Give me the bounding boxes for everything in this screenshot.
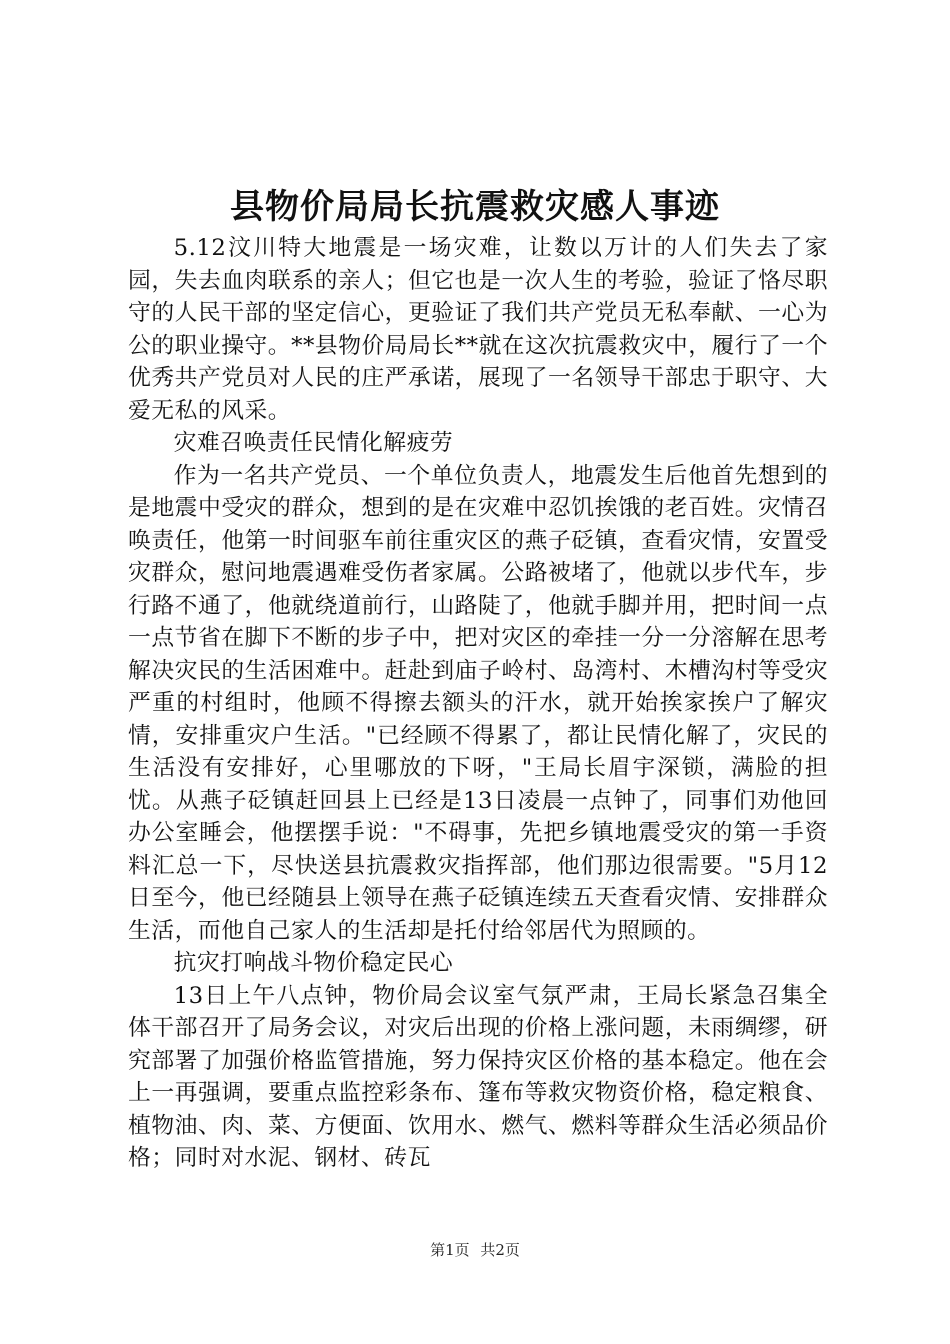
page-total: 共2页 xyxy=(480,1241,520,1259)
page-footer xyxy=(0,1240,950,1260)
document-title: 县物价局局长抗震救灾感人事迹 xyxy=(230,187,720,227)
paragraph-intro: 5.12汶川特大地震是一场灾难，让数以万计的人们失去了家园，失去血肉联系的亲人；但它也是一次人生的考验，验证了恪尽职守的人民干部的坚定信心，更验证了我们共产党员无私奉献、一心为公的职业操守。**县物价局局长**就在这次抗震救灾中，履行了一个优秀共产党员对人民的庄严承诺，展现了一名领导干部忠于职守、大爱无私的风采。 xyxy=(128,235,828,424)
document-body xyxy=(128,232,828,1175)
section-heading-2: 抗灾打响战斗物价稳定民心 xyxy=(173,950,454,976)
paragraph-section-2: 13日上午八点钟，物价局会议室气氛严肃，王局长紧急召集全体干部召开了局务会议，对灾后出现的价格上涨问题，未雨绸缪，研究部署了加强价格监管措施，努力保持灾区价格的基本稳定。他在会上一再强调，要重点监控彩条布、篷布等救灾物资价格，稳定粮食、植物油、肉、菜、方便面、饮用水、燃气、燃料等群众生活必须品价格；同时对水泥、钢材、砖瓦 xyxy=(128,982,828,1171)
paragraph-section-1: 作为一名共产党员、一个单位负责人，地震发生后他首先想到的是地震中受灾的群众，想到的是在灾难中忍饥挨饿的老百姓。灾情召唤责任，他第一时间驱车前往重灾区的燕子砭镇，查看灾情，安置受灾群众，慰问地震遇难受伤者家属。公路被堵了，他就以步代车，步行路不通了，他就绕道前行，山路陡了，他就手脚并用，把时间一点一点节省在脚下不断的步子中，把对灾区的牵挂一分一分溶解在思考解决灾民的生活困难中。赶赴到庙子岭村、岛湾村、木槽沟村等受灾严重的村组时，他顾不得擦去额头的汗水，就开始挨家挨户了解灾情，安排重灾户生活。"已经顾不得累了，都让民情化解了，灾民的生活没有安排好，心里哪放的下呀，"王局长眉宇深锁，满脸的担忧。从燕子砭镇赶回县上已经是13日凌晨一点钟了，同事们劝他回办公室睡会，他摆摆手说："不碍事，先把乡镇地震受灾的第一手资料汇总一下，尽快送县抗震救灾指挥部，他们那边很需要。"5月12日至今，他已经随县上领导在燕子砭镇连续五天查看灾情、安排群众生活，而他自己家人的生活却是托付给邻居代为照顾的。 xyxy=(128,462,828,944)
page-number: 第1页 xyxy=(430,1241,470,1259)
section-heading-1: 灾难召唤责任民情化解疲劳 xyxy=(173,430,454,456)
